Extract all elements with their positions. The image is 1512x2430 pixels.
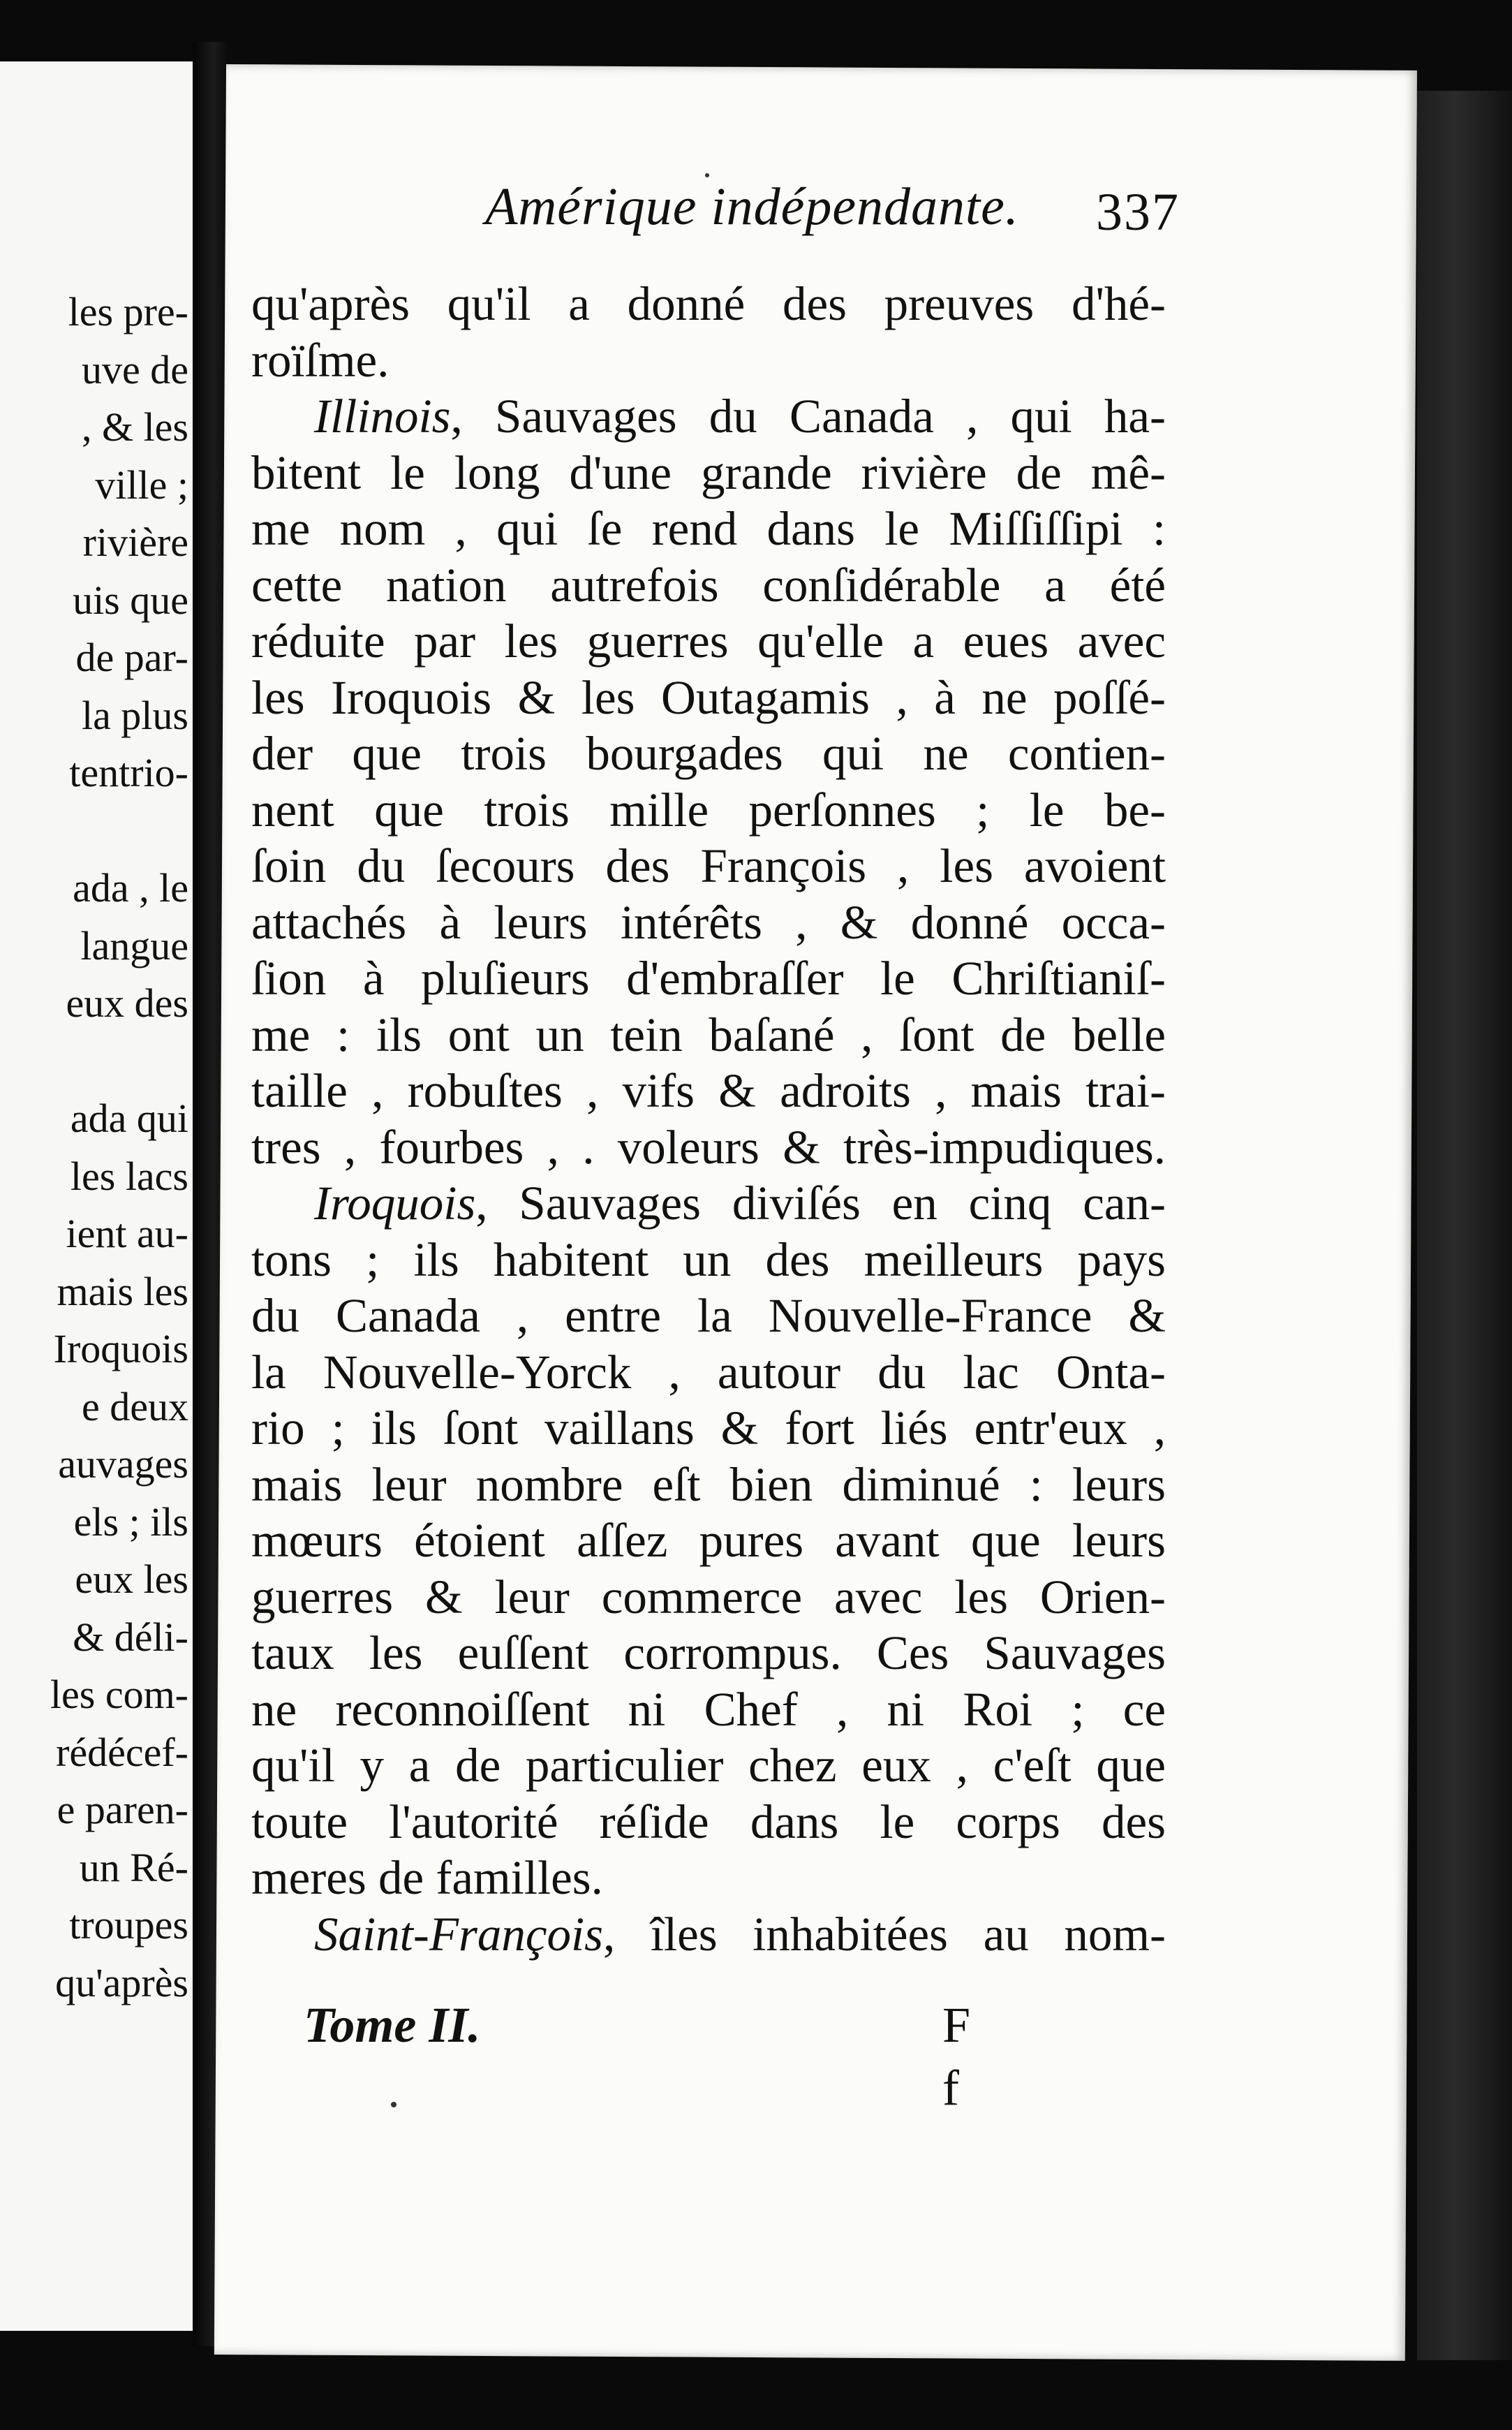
text-line: meres de familles.	[251, 1851, 603, 1904]
facing-line: els ; ils	[73, 1498, 188, 1545]
facing-line: e paren-	[57, 1787, 188, 1832]
text-line: der que trois bourgades qui ne contien-	[251, 727, 1166, 780]
text-line: roïſme.	[251, 333, 390, 387]
facing-line: eux des	[66, 980, 188, 1026]
entry-text: , Sauvages du Canada , qui ha-	[450, 390, 1166, 443]
facing-line: & déli-	[73, 1614, 188, 1660]
facing-line: auvages	[58, 1441, 188, 1487]
facing-line: rivière	[82, 520, 188, 565]
text-line: nent que trois mille perſonnes ; le be-	[251, 783, 1166, 837]
text-line: toute l'autorité réſide dans le corps des	[251, 1795, 1166, 1848]
text-line: la Nouvelle-Yorck , autour du lac Onta-	[251, 1345, 1166, 1399]
text-line: bitent le long d'une grande rivière de mê-	[251, 446, 1166, 499]
facing-line: Iroquois	[53, 1326, 188, 1371]
text-line: du Canada , entre la Nouvelle-France &	[251, 1289, 1166, 1342]
facing-line: les pre-	[68, 289, 188, 334]
text-line: qu'il y a de particulier chez eux , c'eſt que	[251, 1739, 1166, 1792]
signature-mark: F f	[942, 1997, 979, 2116]
text-line: me nom , qui ſe rend dans le Miſſiſſipi :	[251, 502, 1166, 555]
entry-headword: Illinois	[314, 390, 451, 443]
entry-iroquois	[251, 1175, 1166, 1232]
facing-line: langue	[80, 922, 188, 969]
text-line: ne reconnoiſſent ni Chef , ni Roi ; ce	[251, 1682, 1166, 1736]
facing-line: la plus	[81, 692, 188, 738]
volume-marker: Tome II.	[304, 1997, 481, 2053]
text-line: guerres & leur commerce avec les Orien-	[251, 1570, 1166, 1623]
facing-line: un Ré-	[79, 1844, 188, 1890]
text-line: tres , fourbes , . voleurs & très-impudiques.	[251, 1120, 1166, 1174]
facing-line	[0, 802, 188, 860]
text-line: réduite par les guerres qu'elle a eues avec	[251, 614, 1166, 668]
entry-saint-francois	[251, 1906, 1166, 1963]
facing-line: qu'après	[55, 1959, 188, 2005]
entry-headword: Saint-François	[314, 1907, 603, 1961]
facing-line: troupes	[69, 1902, 188, 1947]
text-line: me : ils ont un tein baſané , ſont de belle	[251, 1008, 1166, 1061]
facing-page-text	[0, 284, 188, 2012]
running-title: Amérique indépendante.	[485, 177, 1019, 236]
facing-line: ville ;	[95, 462, 188, 508]
facing-line: les com-	[50, 1672, 188, 1717]
facing-line: rédécef-	[56, 1729, 188, 1775]
facing-page-fragment	[0, 61, 197, 2331]
entry-headword: Iroquois	[314, 1177, 476, 1230]
facing-line: , & les	[81, 404, 188, 450]
text-line: tons ; ils habitent un des meilleurs pays	[251, 1232, 1166, 1286]
text-line: mais leur nombre eſt bien diminué : leurs	[251, 1457, 1166, 1511]
text-line: cette nation autrefois conſidérable a été	[251, 558, 1166, 612]
facing-line: ient au-	[66, 1211, 188, 1256]
print-speck	[705, 173, 709, 177]
text-line: attachés à leurs intérêts , & donné occa-	[251, 895, 1166, 949]
page-edge-shadow	[1417, 91, 1512, 2360]
text-line: ſoin du ſecours des François , les avoient	[251, 839, 1166, 892]
text-line: ſion à pluſieurs d'embraſſer le Chriſtianiſ-	[251, 952, 1166, 1005]
text-line: rio ; ils ſont vaillans & fort liés entr'eux ,	[251, 1401, 1166, 1455]
page-footer	[304, 1994, 1016, 2116]
page-number: 337	[1096, 183, 1180, 242]
print-speck	[391, 2102, 396, 2107]
text-line: les Iroquois & les Outagamis , à ne poſſé-	[251, 670, 1166, 724]
facing-line: uve de	[82, 346, 188, 392]
entry-illinois	[251, 388, 1166, 445]
text-line: taux les euſſent corrompus. Ces Sauvages	[251, 1626, 1166, 1679]
facing-line: ada , le	[73, 865, 188, 911]
entry-text: , Sauvages diviſés en cinq can-	[475, 1177, 1166, 1230]
facing-line: e deux	[82, 1383, 188, 1429]
facing-line	[0, 1033, 188, 1091]
entry-text: , îles inhabitées au nom-	[602, 1907, 1166, 1961]
facing-line: eux les	[75, 1556, 188, 1602]
text-line: mœurs étoient aſſez pures avant que leurs	[251, 1514, 1166, 1567]
dictionary-entries	[251, 276, 1166, 1962]
text-line: qu'après qu'il a donné des preuves d'hé-	[251, 277, 1166, 330]
facing-line: les lacs	[70, 1153, 188, 1199]
facing-line: tentrio-	[69, 750, 188, 795]
facing-line: uis que	[73, 577, 188, 623]
text-line: taille , robuſtes , vifs & adroits , mais trai-	[251, 1064, 1166, 1117]
facing-line: ada qui	[70, 1096, 188, 1141]
facing-line: de par-	[75, 635, 188, 680]
facing-line: mais les	[57, 1268, 188, 1314]
